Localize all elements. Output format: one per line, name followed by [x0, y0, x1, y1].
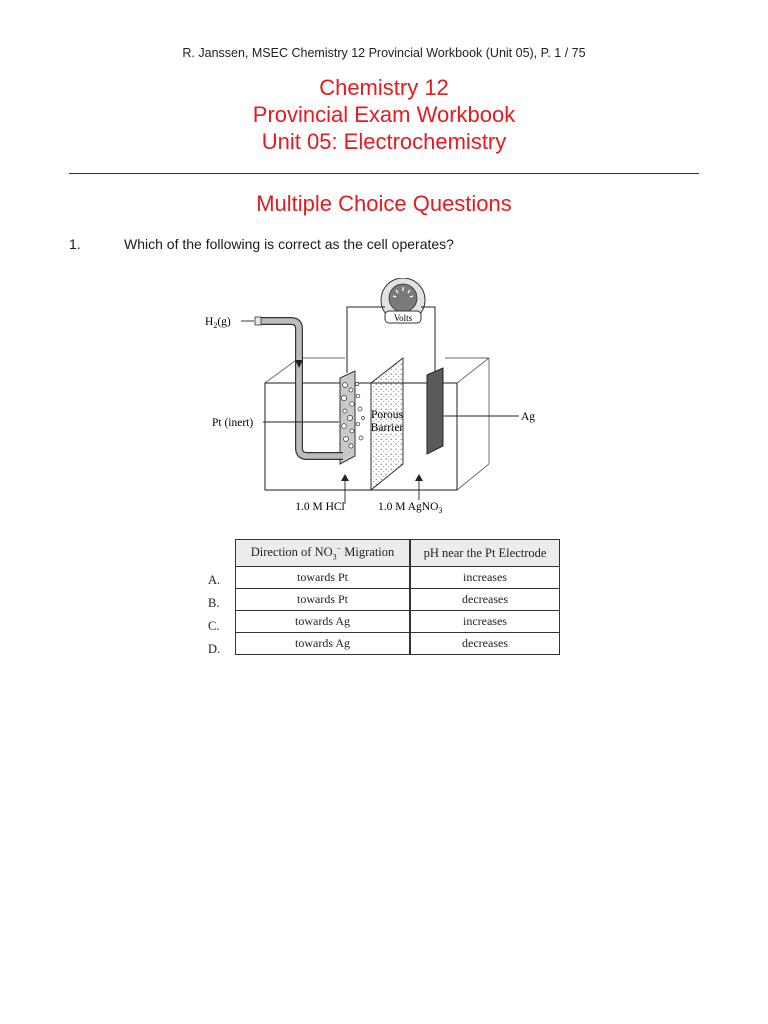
choice-letter-c[interactable]: C.: [208, 619, 220, 633]
choice-letter-b[interactable]: B.: [208, 596, 220, 610]
title-line-2: Provincial Exam Workbook: [252, 102, 516, 127]
ph-cell: increases: [410, 611, 560, 633]
h2-gas-tube: [255, 317, 343, 456]
running-header: R. Janssen, MSEC Chemistry 12 Provincial Workbook (Unit 05), P. 1 / 75: [182, 46, 586, 60]
pt-inert-label: Pt (inert): [212, 417, 254, 429]
direction-cell: towards Ag: [236, 633, 411, 655]
ph-cell: increases: [410, 567, 560, 589]
ph-cell: decreases: [410, 589, 560, 611]
ag-electrode: [427, 368, 443, 454]
horizontal-rule: [69, 173, 699, 174]
ag-label: Ag: [521, 411, 536, 423]
table-row: [236, 589, 560, 611]
table-header-row: [236, 540, 560, 567]
question-text: Which of the following is correct as the cell operates?: [124, 236, 454, 252]
table-row: [236, 567, 560, 589]
table-row: [236, 611, 560, 633]
header-ph-pt-electrode: pH near the Pt Electrode: [410, 540, 560, 567]
title-line-3: Unit 05: Electrochemistry: [261, 129, 507, 154]
section-heading: Multiple Choice Questions: [256, 191, 512, 216]
h2-gas-label: $H_2(g)$: [205, 316, 231, 330]
choice-letter-a[interactable]: A.: [208, 573, 221, 587]
agno3-label: 1.0 M AgNO$_3$: [378, 501, 443, 515]
title-line-1: Chemistry 12: [319, 75, 449, 100]
barrier-label-1: Porous: [371, 409, 403, 421]
hcl-label: 1.0 M HCl: [295, 501, 345, 513]
pt-electrode: [340, 371, 365, 464]
direction-cell: towards Pt: [236, 567, 411, 589]
direction-cell: towards Pt: [236, 589, 411, 611]
question-number: 1.: [69, 236, 81, 252]
table-row: [236, 633, 560, 655]
header-no3-migration: Direction of $NO_3^-$ Migration: [236, 540, 411, 567]
choice-letter-d[interactable]: D.: [208, 642, 221, 656]
answer-table: [235, 539, 560, 655]
voltmeter-label: Volts: [393, 313, 413, 323]
direction-cell: towards Ag: [236, 611, 411, 633]
barrier-label-2: Barrier: [370, 422, 404, 434]
electrochemical-cell-diagram: [195, 278, 575, 518]
ph-cell: decreases: [410, 633, 560, 655]
